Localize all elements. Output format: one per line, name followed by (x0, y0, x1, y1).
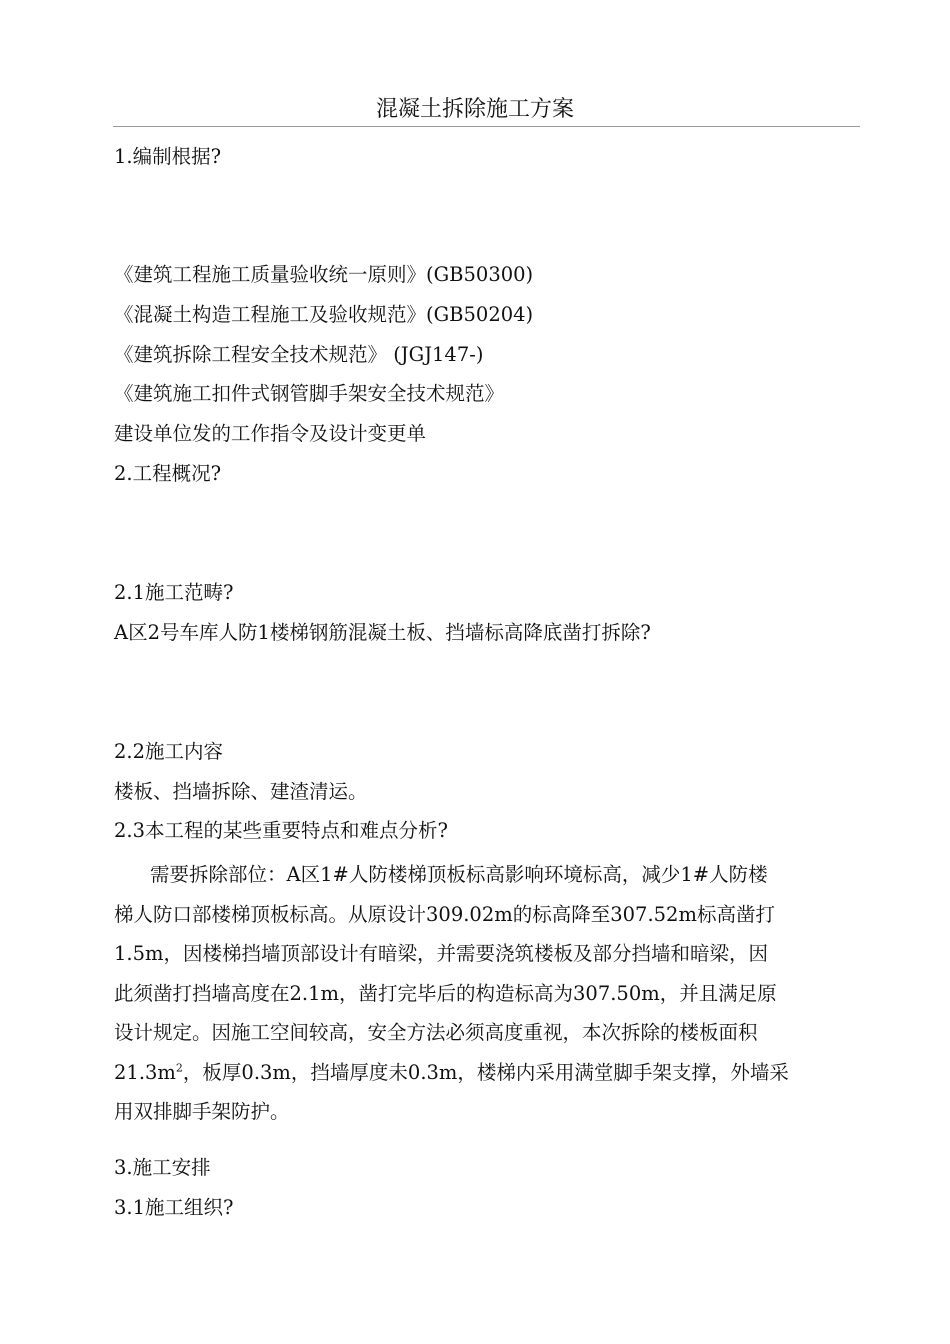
paragraph-line: 设计规定。因施工空间较高，安全方法必须高度重视，本次拆除的楼板面积 (114, 1021, 758, 1044)
paragraph-line: 用双排脚手架防护。 (114, 1100, 290, 1123)
overview-heading: 2.工程概况? (114, 462, 222, 485)
page-title: 混凝土拆除施工方案 (375, 97, 574, 122)
area-superscript: 2 (175, 1061, 183, 1074)
features-heading: 2.3本工程的某些重要特点和难点分析? (114, 819, 448, 842)
basis-item: 《建筑拆除工程安全技术规范》 (JGJ147-) (114, 343, 484, 366)
paragraph-line: 需要拆除部位：A区1#人防楼梯顶板标高影响环境标高，减少1#人防楼 (150, 863, 768, 886)
title-underline (113, 126, 860, 127)
basis-item: 《建筑施工扣件式钢管脚手架安全技术规范》 (114, 382, 505, 405)
arrangement-heading: 3.施工安排 (114, 1156, 211, 1179)
basis-item: 建设单位发的工作指令及设计变更单 (114, 422, 427, 445)
paragraph-line: 梯人防口部楼梯顶板标高。从原设计309.02m的标高降至307.52m标高凿打 (114, 902, 775, 926)
paragraph-line: 1.5m，因楼梯挡墙顶部设计有暗梁，并需要浇筑楼板及部分挡墙和暗梁，因 (114, 942, 769, 965)
area-value: 21.3m (114, 1060, 176, 1084)
paragraph-line-area (114, 1053, 860, 1093)
basis-item: 《混凝土构造工程施工及验收规范》(GB50204) (114, 303, 534, 326)
scope-text: A区2号车库人防1楼梯钢筋混凝土板、挡墙标高降底凿打拆除? (114, 621, 651, 644)
area-rest: ，板厚0.3m，挡墙厚度未0.3m，楼梯内采用满堂脚手架支撑，外墙采 (182, 1060, 789, 1084)
organization-heading: 3.1施工组织? (114, 1196, 234, 1219)
basis-heading: 1.编制根据? (114, 145, 222, 168)
scope-heading: 2.1施工范畴? (114, 581, 234, 604)
content-text: 楼板、挡墙拆除、建渣清运。 (114, 780, 368, 803)
content-heading: 2.2施工内容 (114, 740, 224, 763)
paragraph-line: 此须凿打挡墙高度在2.1m，凿打完毕后的构造标高为307.50m，并且满足原 (114, 981, 777, 1005)
features-paragraph (114, 855, 860, 1132)
basis-item: 《建筑工程施工质量验收统一原则》(GB50300) (114, 263, 534, 286)
